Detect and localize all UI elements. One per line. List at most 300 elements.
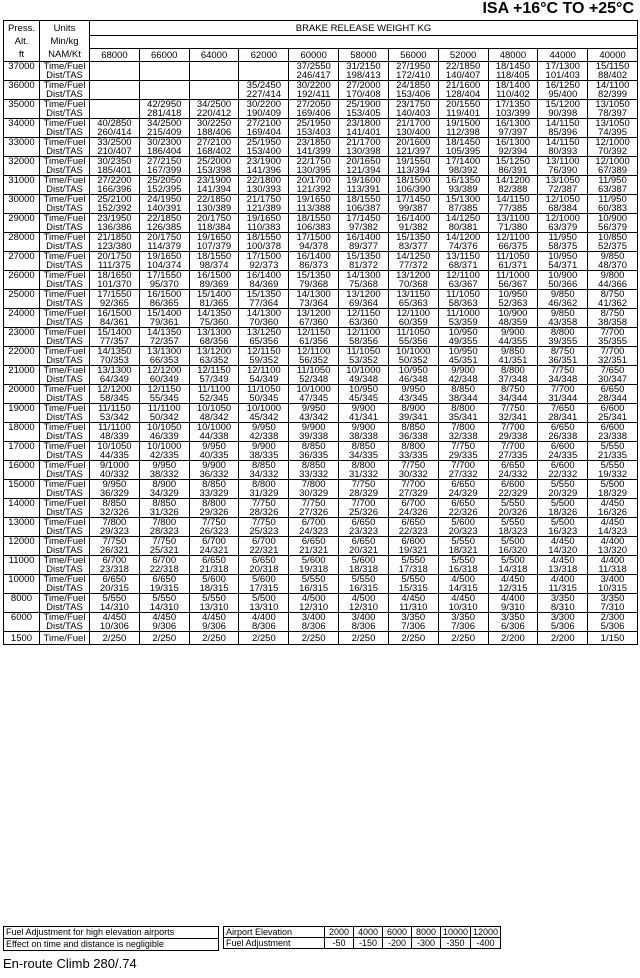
row-label-cell (40, 176, 90, 195)
table-row (4, 252, 638, 271)
dist-tas-value: 106/390 (396, 184, 431, 195)
data-cell (289, 138, 339, 157)
altitude-cell: 15000 (4, 480, 40, 499)
time-fuel-value: 16/1300 (495, 137, 531, 148)
time-fuel-value: 9/900 (351, 403, 376, 414)
time-fuel-value: 6/650 (351, 517, 376, 528)
time-fuel-value: 9/900 (351, 422, 376, 433)
time-fuel-value: 4/450 (102, 612, 127, 623)
data-cell (90, 537, 140, 556)
dist-tas-value: 56/379 (598, 222, 628, 233)
dist-tas-value: 28/326 (249, 507, 279, 518)
time-fuel-value: 23/1900 (196, 175, 232, 186)
time-fuel-value: 30/2200 (246, 99, 282, 110)
time-fuel-value: 6/600 (501, 479, 525, 490)
data-cell (189, 233, 239, 252)
data-cell (139, 157, 189, 176)
time-fuel-value: 13/1200 (396, 270, 431, 281)
data-cell (438, 480, 488, 499)
data-cell (588, 328, 638, 347)
time-fuel-value: 17/1550 (97, 289, 132, 300)
time-fuel-value: 4/400 (600, 536, 625, 547)
elevation-value: 2000 (325, 927, 354, 938)
data-cell (239, 309, 289, 328)
dist-tas-value: 16/315 (299, 583, 329, 594)
time-fuel-value: 4/450 (600, 517, 625, 528)
data-cell (289, 575, 339, 594)
data-cell (538, 157, 588, 176)
time-fuel-value: 17/1550 (147, 270, 182, 281)
data-cell (588, 575, 638, 594)
data-cell (438, 613, 488, 632)
data-cell (588, 537, 638, 556)
time-fuel-value: 7/700 (501, 441, 525, 452)
dist-tas-value: 260/414 (97, 127, 132, 138)
time-fuel-value: 12/1000 (545, 213, 580, 224)
data-cell (90, 233, 140, 252)
time-fuel-value: 21/1700 (346, 137, 381, 148)
time-fuel-value: 9/850 (550, 308, 575, 319)
data-cell (339, 537, 389, 556)
dist-tas-value: 28/344 (598, 393, 628, 404)
altitude-cell: 32000 (4, 157, 40, 176)
data-cell (289, 328, 339, 347)
time-fuel-value: 14/1250 (445, 213, 481, 224)
dist-tas-value: 88/402 (598, 70, 628, 81)
data-cell (388, 176, 438, 195)
time-fuel-label: Time/Fuel (43, 422, 86, 433)
dist-tas-value: 52/348 (299, 374, 329, 385)
time-fuel-label: Time/Fuel (43, 137, 86, 148)
time-fuel-label: Time/Fuel (43, 346, 86, 357)
dist-tas-value: 28/323 (149, 526, 179, 537)
time-fuel-value: 13/1050 (595, 99, 630, 110)
time-fuel-value: 7/750 (251, 498, 276, 509)
data-cell: 2/250 (139, 632, 189, 645)
time-fuel-value: 15/1400 (97, 327, 132, 338)
data-cell (139, 537, 189, 556)
dist-tas-value: 70/392 (598, 146, 628, 157)
time-fuel-value: 11/1050 (446, 289, 480, 300)
dist-tas-value: 92/373 (249, 260, 279, 271)
altitude-cell: 1500 (4, 632, 40, 645)
data-cell (388, 366, 438, 385)
dist-tas-value: 20/326 (498, 507, 528, 518)
dist-tas-value: 35/341 (448, 412, 478, 423)
time-fuel-value: 15/1150 (595, 61, 630, 72)
fuel-adjustment-value: -50 (325, 938, 354, 949)
time-fuel-value: 10/1000 (396, 346, 431, 357)
press-alt-header: Press. Alt. ft (4, 21, 40, 62)
dist-tas-value: 140/391 (147, 203, 182, 214)
data-cell (189, 366, 239, 385)
data-cell (438, 518, 488, 537)
data-cell (90, 499, 140, 518)
dist-tas-label: Dist/TAS (46, 108, 83, 119)
data-cell (488, 423, 538, 442)
dist-tas-value: 5/306 (550, 621, 575, 632)
elevation-value: 4000 (354, 927, 383, 938)
dist-tas-value: 89/377 (348, 241, 378, 252)
data-cell (538, 404, 588, 423)
data-cell (388, 480, 438, 499)
table-row (4, 385, 638, 404)
dist-tas-value: 128/404 (445, 89, 481, 100)
time-fuel-value: 6/650 (451, 479, 475, 490)
altitude-cell: 22000 (4, 347, 40, 366)
data-cell (289, 518, 339, 537)
data-cell (438, 214, 488, 233)
dist-tas-value: 8/306 (251, 621, 276, 632)
dist-tas-value: 69/364 (348, 298, 378, 309)
dist-tas-value: 43/345 (398, 393, 428, 404)
dist-tas-value: 281/418 (147, 108, 182, 119)
airport-elevation-row (224, 927, 501, 938)
data-cell (538, 347, 588, 366)
time-fuel-value: 4/450 (600, 498, 625, 509)
altitude-cell: 16000 (4, 461, 40, 480)
dist-tas-value: 16/320 (498, 545, 528, 556)
dist-tas-value: 83/377 (398, 241, 428, 252)
altitude-cell: 28000 (4, 233, 40, 252)
data-cell (588, 499, 638, 518)
data-cell (488, 442, 538, 461)
time-fuel-value: 12/1100 (247, 365, 281, 376)
data-cell (388, 252, 438, 271)
dist-tas-value: 140/407 (445, 70, 481, 81)
data-cell (339, 461, 389, 480)
dist-tas-value: 130/393 (246, 184, 282, 195)
data-cell (289, 480, 339, 499)
data-cell (189, 290, 239, 309)
dist-tas-value: 45/342 (249, 412, 279, 423)
dist-tas-value: 42/348 (448, 374, 478, 385)
time-fuel-value: 9/900 (251, 441, 276, 452)
fuel-adjustment-value: -400 (471, 938, 501, 949)
time-fuel-value: 27/2100 (246, 118, 282, 129)
time-fuel-value: 4/450 (550, 536, 575, 547)
time-fuel-value: 12/1000 (595, 156, 630, 167)
row-label-cell (40, 385, 90, 404)
dist-tas-value: 136/386 (97, 222, 132, 233)
dist-tas-value: 220/412 (196, 108, 232, 119)
time-fuel-value: 19/1650 (196, 232, 232, 243)
dist-tas-value: 37/348 (498, 374, 528, 385)
data-cell (388, 81, 438, 100)
data-cell (339, 347, 389, 366)
data-cell (289, 594, 339, 613)
dist-tas-value: 169/404 (246, 127, 282, 138)
time-fuel-value: 9/950 (202, 441, 226, 452)
time-fuel-value: 5/550 (202, 593, 226, 604)
time-fuel-value: 4/500 (351, 593, 376, 604)
time-fuel-value: 5/600 (351, 555, 376, 566)
time-fuel-value: 10/950 (498, 289, 528, 300)
table-row (4, 499, 638, 518)
data-cell (90, 461, 140, 480)
time-fuel-value: 3/350 (451, 612, 475, 623)
time-fuel-value: 9/950 (251, 422, 276, 433)
table-row (4, 119, 638, 138)
dist-tas-value: 48/370 (598, 260, 628, 271)
dist-tas-value: 29/323 (99, 526, 129, 537)
data-cell (139, 404, 189, 423)
time-fuel-value: 10/950 (448, 327, 478, 338)
time-fuel-label: Time/Fuel (43, 441, 86, 452)
time-fuel-value: 9/900 (301, 422, 326, 433)
dist-tas-value: 22/329 (498, 488, 528, 499)
data-cell (488, 575, 538, 594)
data-cell (388, 157, 438, 176)
time-fuel-value: 7/750 (301, 498, 326, 509)
time-fuel-value: 6/600 (401, 536, 426, 547)
elevation-value: 6000 (383, 927, 412, 938)
time-fuel-value: 13/1100 (545, 156, 580, 167)
data-cell (438, 442, 488, 461)
data-cell (488, 385, 538, 404)
data-cell (588, 404, 638, 423)
dist-tas-value: 72/357 (149, 336, 179, 347)
data-cell (189, 176, 239, 195)
data-cell (239, 499, 289, 518)
dist-tas-label: Dist/TAS (46, 298, 83, 309)
time-fuel-value: 12/1150 (197, 365, 231, 376)
dist-tas-value: 34/329 (149, 488, 179, 499)
dist-tas-value: 84/361 (99, 317, 129, 328)
dist-tas-value: 94/378 (299, 241, 329, 252)
data-cell (488, 328, 538, 347)
dist-tas-value: 130/389 (196, 203, 232, 214)
data-cell (90, 594, 140, 613)
time-fuel-value: 10/1000 (196, 422, 232, 433)
time-fuel-value: 22/1850 (196, 194, 232, 205)
data-cell (339, 518, 389, 537)
altitude-cell: 6000 (4, 613, 40, 632)
row-label-cell (40, 157, 90, 176)
time-fuel-value: 8/750 (600, 308, 625, 319)
dist-tas-value: 153/398 (196, 165, 232, 176)
dist-tas-value: 141/396 (246, 165, 282, 176)
row-label-cell (40, 499, 90, 518)
data-cell (189, 100, 239, 119)
weight-header: 60000 (289, 49, 339, 62)
data-cell (189, 499, 239, 518)
dist-tas-value: 66/353 (149, 355, 179, 366)
dist-tas-value: 101/403 (545, 70, 580, 81)
dist-tas-value: 80/381 (448, 222, 478, 233)
data-cell (139, 290, 189, 309)
time-fuel-value: 7/750 (102, 536, 127, 547)
data-cell (90, 404, 140, 423)
dist-tas-value: 74/376 (448, 241, 478, 252)
time-fuel-value: 11/950 (548, 232, 577, 243)
time-fuel-value: 11/1050 (346, 346, 381, 357)
dist-tas-value: 23/318 (99, 564, 129, 575)
data-cell (588, 556, 638, 575)
data-cell (538, 480, 588, 499)
data-cell (538, 81, 588, 100)
time-fuel-value: 24/1950 (147, 194, 182, 205)
dist-tas-value: 170/408 (346, 89, 381, 100)
dist-tas-label: Dist/TAS (46, 431, 83, 442)
data-cell (538, 119, 588, 138)
time-fuel-value: 14/1350 (97, 346, 132, 357)
time-fuel-value: 25/2100 (97, 194, 132, 205)
dist-tas-value: 50/345 (249, 393, 279, 404)
dist-tas-value: 33/332 (299, 469, 329, 480)
data-cell (239, 81, 289, 100)
header-spacer (90, 36, 638, 49)
data-cell (438, 271, 488, 290)
time-fuel-value: 7/700 (600, 346, 625, 357)
data-cell (289, 176, 339, 195)
dist-tas-value: 54/371 (548, 260, 578, 271)
time-fuel-value: 15/1350 (396, 232, 431, 243)
dist-tas-value: 73/364 (299, 298, 329, 309)
dist-tas-value: 41/351 (498, 355, 528, 366)
dist-tas-value: 84/369 (249, 279, 279, 290)
time-fuel-value: 27/2000 (346, 80, 381, 91)
dist-tas-value: 43/358 (548, 317, 578, 328)
data-cell: 2/250 (388, 632, 438, 645)
altitude-cell: 30000 (4, 195, 40, 214)
dist-tas-value: 70/353 (99, 355, 129, 366)
data-cell (239, 100, 289, 119)
dist-tas-value: 20/321 (348, 545, 378, 556)
data-cell (289, 613, 339, 632)
dist-tas-value: 44/338 (199, 431, 229, 442)
time-fuel-value: 17/1300 (545, 61, 580, 72)
time-fuel-value: 11/1050 (496, 251, 530, 262)
dist-tas-value: 25/341 (598, 412, 628, 423)
time-fuel-value: 4/400 (550, 574, 575, 585)
data-cell (339, 499, 389, 518)
dist-tas-value: 10/315 (598, 583, 628, 594)
dist-tas-value: 70/368 (398, 279, 428, 290)
weight-header-row (4, 49, 638, 62)
dist-tas-value: 52/375 (598, 241, 628, 252)
row-label-cell (40, 537, 90, 556)
dist-tas-value: 112/398 (446, 127, 480, 138)
dist-tas-value: 46/339 (149, 431, 179, 442)
time-fuel-value: 27/2200 (97, 175, 132, 186)
data-cell (239, 233, 289, 252)
table-row (4, 594, 638, 613)
data-cell (538, 195, 588, 214)
time-fuel-value: 20/1750 (196, 213, 232, 224)
dist-tas-value: 130/395 (296, 165, 331, 176)
dist-tas-value: 36/351 (548, 355, 578, 366)
data-cell (90, 157, 140, 176)
data-cell (538, 328, 588, 347)
dist-tas-label: Dist/TAS (46, 165, 83, 176)
dist-tas-label: Dist/TAS (46, 545, 83, 556)
time-fuel-label: Time/Fuel (43, 384, 86, 395)
table-row (4, 309, 638, 328)
dist-tas-label: Dist/TAS (46, 241, 83, 252)
data-cell (189, 309, 239, 328)
dist-tas-value: 23/338 (598, 431, 628, 442)
dist-tas-value: 16/326 (598, 507, 628, 518)
table-row (4, 423, 638, 442)
dist-tas-value: 24/323 (299, 526, 329, 537)
dist-tas-value: 24/332 (498, 469, 528, 480)
data-cell (339, 100, 389, 119)
data-cell: 2/200 (538, 632, 588, 645)
table-row (4, 214, 638, 233)
time-fuel-value: 10/1000 (296, 384, 331, 395)
time-fuel-value: 30/2350 (97, 156, 132, 167)
dist-tas-label: Dist/TAS (46, 279, 83, 290)
climb-table (3, 20, 638, 645)
dist-tas-value: 42/338 (249, 431, 279, 442)
data-cell (189, 271, 239, 290)
dist-tas-value: 26/338 (548, 431, 578, 442)
dist-tas-value: 58/363 (448, 298, 478, 309)
data-cell (139, 100, 189, 119)
data-cell (388, 385, 438, 404)
dist-tas-value: 31/332 (348, 469, 378, 480)
dist-tas-value: 77/372 (398, 260, 428, 271)
data-cell (588, 442, 638, 461)
time-fuel-label: Time/Fuel (43, 99, 86, 110)
time-fuel-value: 14/1300 (296, 289, 331, 300)
data-cell (289, 119, 339, 138)
time-fuel-value: 12/1100 (496, 232, 530, 243)
dist-tas-value: 57/349 (199, 374, 229, 385)
data-cell (90, 385, 140, 404)
dist-tas-value: 36/329 (99, 488, 129, 499)
time-fuel-value: 14/1300 (346, 270, 381, 281)
data-cell (388, 537, 438, 556)
dist-tas-value: 21/321 (299, 545, 329, 556)
time-fuel-value: 5/550 (451, 555, 475, 566)
dist-tas-value: 61/371 (498, 260, 528, 271)
time-fuel-value: 5/500 (501, 536, 525, 547)
time-fuel-value: 9/850 (550, 289, 575, 300)
time-fuel-label: Time/Fuel (43, 327, 86, 338)
time-fuel-value: 18/1550 (246, 232, 282, 243)
data-cell (289, 499, 339, 518)
data-cell (139, 556, 189, 575)
data-cell (388, 271, 438, 290)
data-cell (239, 195, 289, 214)
table-row (4, 271, 638, 290)
data-cell (289, 347, 339, 366)
dist-tas-value: 130/398 (346, 146, 381, 157)
table-row (4, 157, 638, 176)
data-cell (239, 613, 289, 632)
data-cell (139, 480, 189, 499)
data-cell (538, 537, 588, 556)
data-cell (388, 347, 438, 366)
table-row (4, 195, 638, 214)
data-cell (189, 252, 239, 271)
dist-tas-value: 68/384 (548, 203, 578, 214)
time-fuel-value: 9/1000 (99, 460, 129, 471)
time-fuel-value: 4/500 (451, 574, 475, 585)
data-cell (388, 119, 438, 138)
dist-tas-label: Dist/TAS (46, 374, 83, 385)
dist-tas-value: 227/414 (246, 89, 282, 100)
data-cell (239, 119, 289, 138)
time-fuel-value: 22/1850 (445, 61, 481, 72)
dist-tas-value: 39/355 (548, 336, 578, 347)
dist-tas-value: 24/335 (548, 450, 578, 461)
time-fuel-value: 19/1550 (396, 156, 431, 167)
dist-tas-label: Dist/TAS (46, 222, 83, 233)
time-fuel-value: 34/2500 (196, 99, 232, 110)
